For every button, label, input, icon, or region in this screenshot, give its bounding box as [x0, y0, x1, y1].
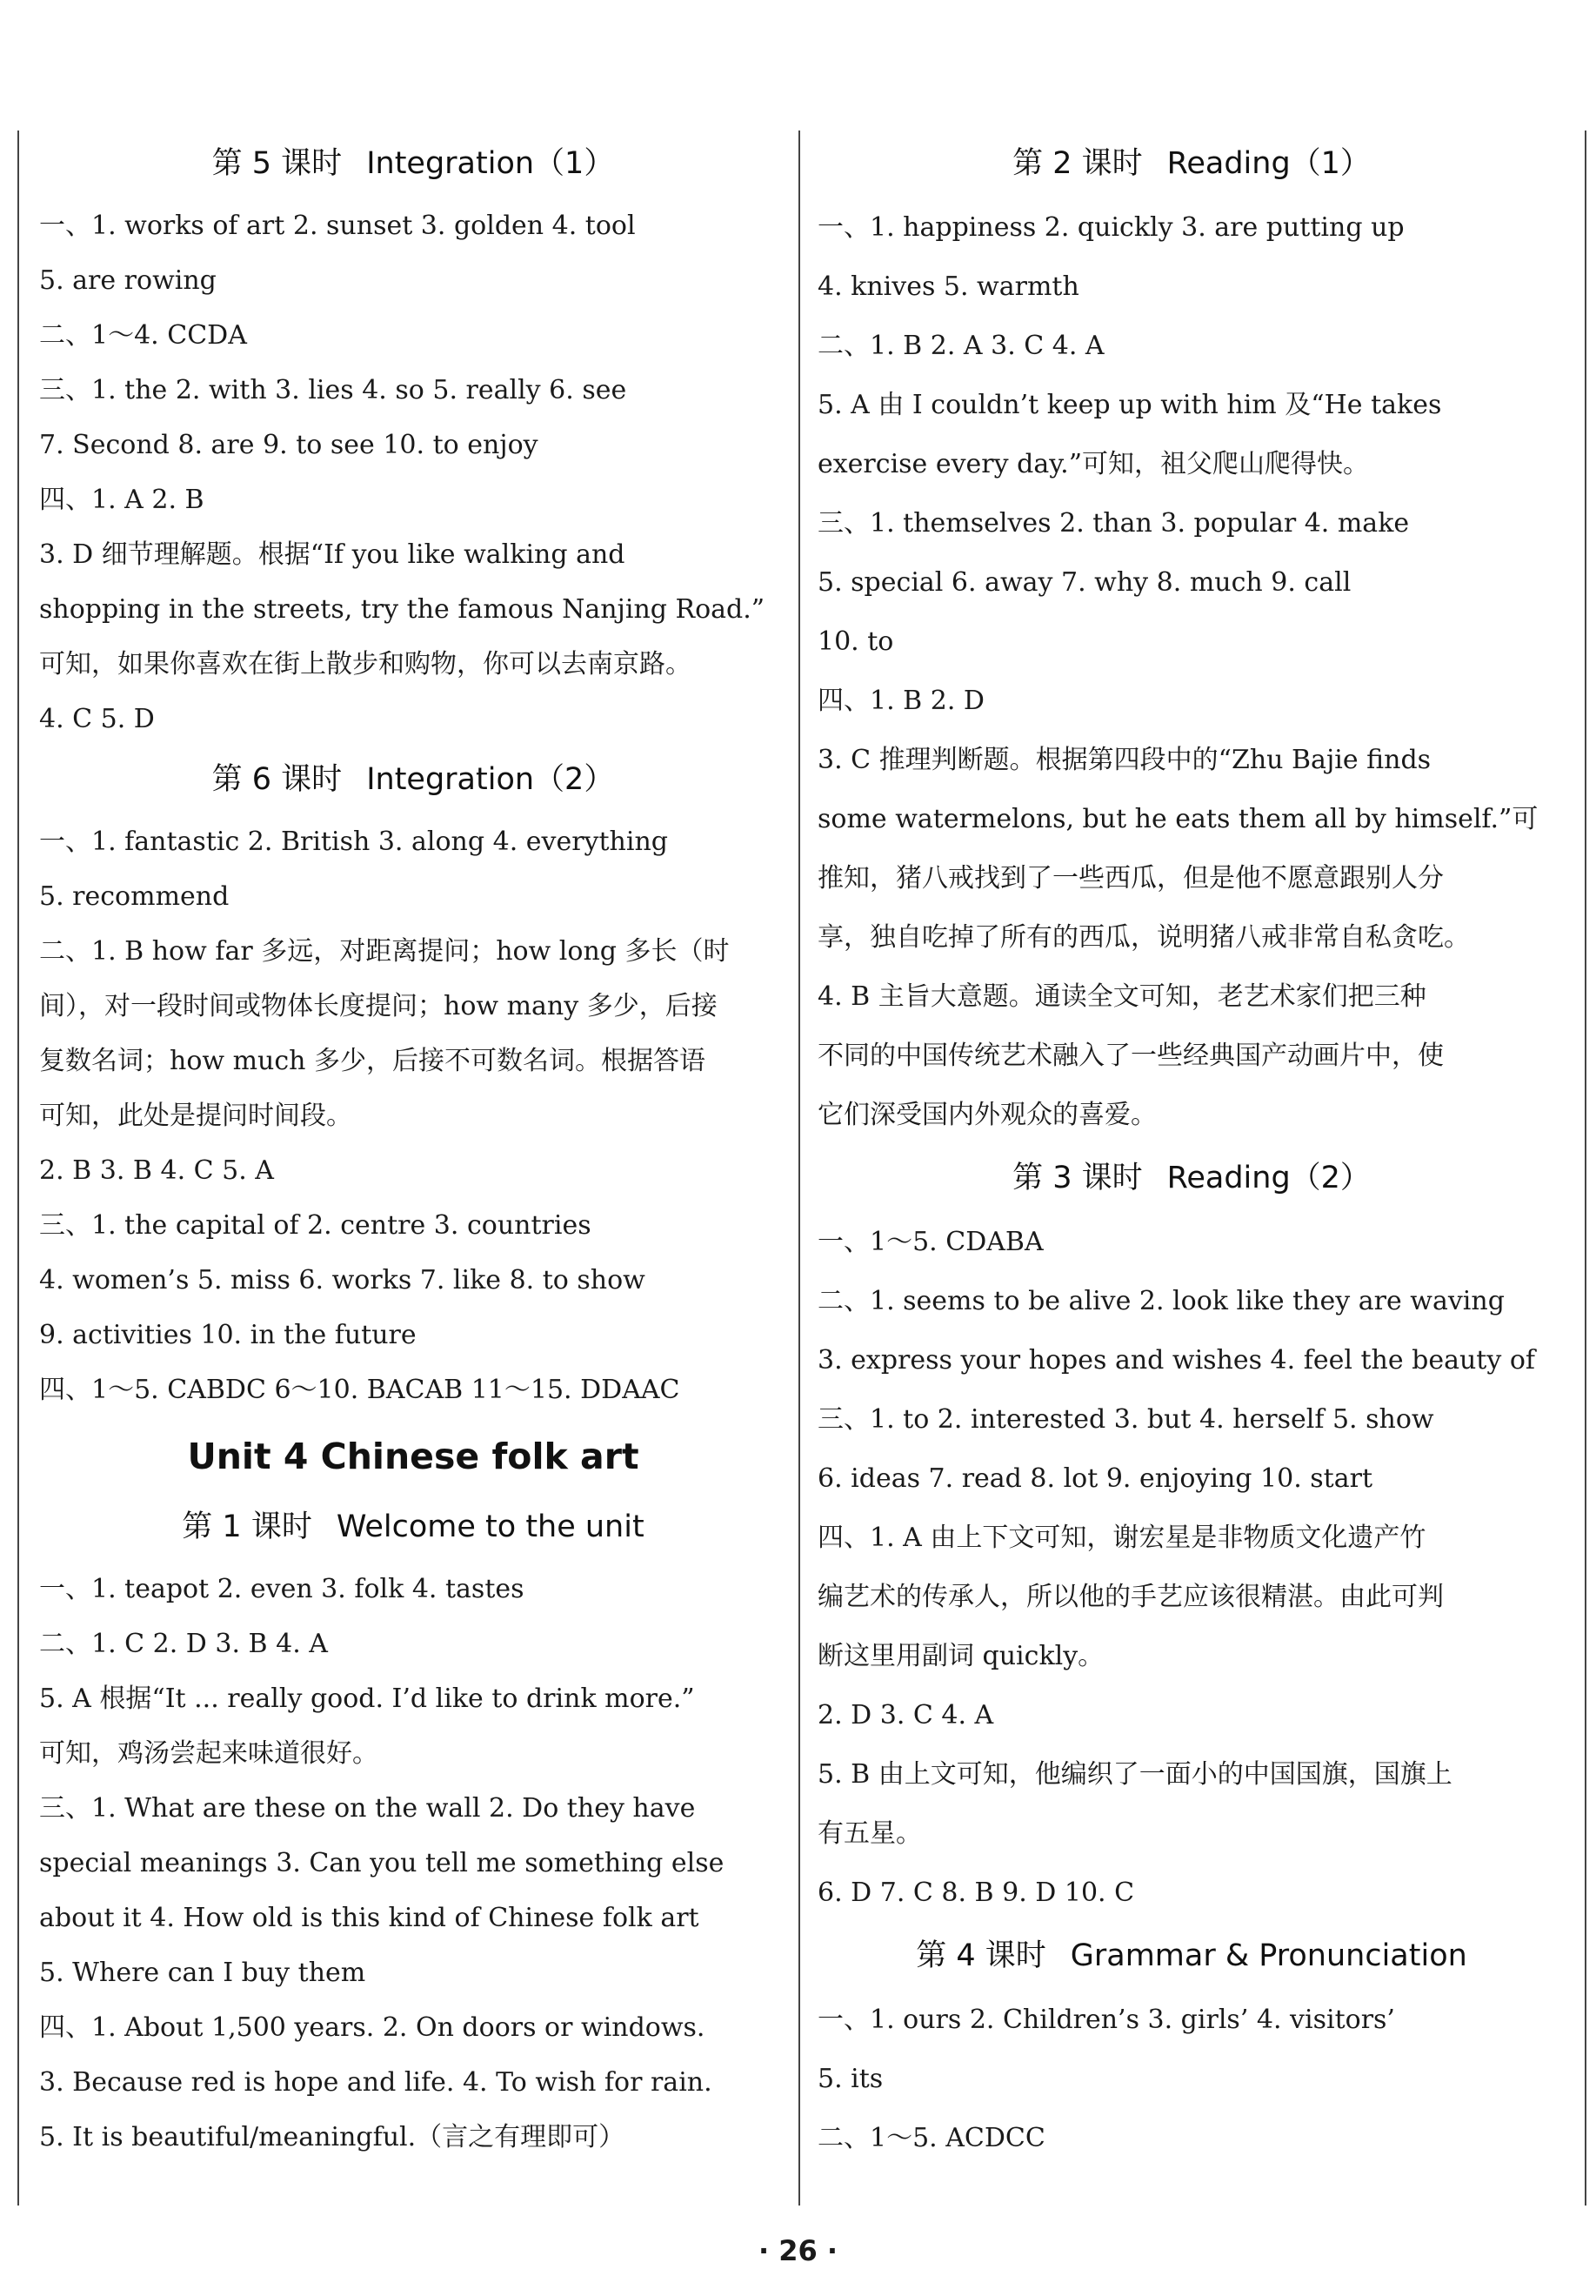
answer-line: 6. ideas 7. read 8. lot 9. enjoying 10. start [818, 1463, 1372, 1494]
answer-line: 5. its [818, 2064, 884, 2094]
page-number: · 26 · [758, 2234, 838, 2267]
answer-line: 二、1～4. CCDA [39, 320, 247, 351]
answer-line: 可知，此处是提问时间段。 [39, 1101, 352, 1131]
answer-line: 二、1. C 2. D 3. B 4. A [39, 1629, 328, 1659]
answer-line: 四、1. About 1,500 years. 2. On doors or windows. [39, 2012, 705, 2043]
lesson-heading [39, 748, 787, 811]
answer-line: 一、1. ours 2. Children’s 3. girls’ 4. visitors’ [818, 2005, 1395, 2035]
unit-title: Unit 4 Chinese folk art [187, 1436, 639, 1477]
answer-line: 二、1. B how far 多远，对距离提问；how long 多长（时 [39, 936, 730, 967]
lesson-heading [818, 1147, 1566, 1209]
lesson-heading [39, 1496, 787, 1558]
answer-line: 二、1～5. ACDCC [818, 2123, 1045, 2153]
answer-line: 7. Second 8. are 9. to see 10. to enjoy [39, 430, 538, 460]
lesson-heading [818, 132, 1566, 195]
answer-line: 9. activities 10. in the future [39, 1320, 417, 1350]
answer-line: 一、1～5. CDABA [818, 1227, 1044, 1257]
answer-line: 有五星。 [818, 1818, 922, 1849]
answer-line: 2. B 3. B 4. C 5. A [39, 1155, 274, 1186]
answer-line: 可知，鸡汤尝起来味道很好。 [39, 1738, 378, 1769]
answer-line: 4. C 5. D [39, 704, 155, 734]
answer-line: 三、1. the 2. with 3. lies 4. so 5. really 6. see [39, 375, 627, 405]
answer-line: 编艺术的传承人，所以他的手艺应该很精湛。由此可判 [818, 1582, 1444, 1612]
answer-line: 4. women’s 5. miss 6. works 7. like 8. to show [39, 1265, 645, 1295]
answer-line: 5. It is beautiful/meaningful.（言之有理即可） [39, 2122, 625, 2152]
answer-line: 二、1. B 2. A 3. C 4. A [818, 331, 1105, 361]
column-divider [798, 131, 800, 2206]
answer-line: 5. B 由上文可知，他编织了一面小的中国国旗，国旗上 [818, 1759, 1452, 1790]
answer-line: 5. are rowing [39, 265, 217, 296]
answer-line: 可知，如果你喜欢在街上散步和购物，你可以去南京路。 [39, 649, 691, 679]
answer-line: 10. to [818, 626, 894, 657]
left-column [39, 131, 787, 2165]
answer-line: 三、1. What are these on the wall 2. Do they have [39, 1793, 696, 1824]
answer-line: 一、1. fantastic 2. British 3. along 4. everything [39, 827, 669, 857]
answer-line: 三、1. the capital of 2. centre 3. countries [39, 1210, 591, 1241]
answer-line: 5. special 6. away 7. why 8. much 9. call [818, 567, 1352, 598]
lesson-number: 第 5 课时 [211, 146, 343, 181]
answer-line: 不同的中国传统艺术融入了一些经典国产动画片中，使 [818, 1041, 1444, 1071]
answer-line: 5. Where can I buy them [39, 1958, 366, 1988]
answer-line: 4. B 主旨大意题。通读全文可知，老艺术家们把三种 [818, 981, 1426, 1012]
right-margin-rule [1585, 131, 1586, 2206]
answer-line: 5. A 由 I couldn’t keep up with him 及“He takes [818, 390, 1442, 420]
answer-line: 四、1. B 2. D [818, 686, 985, 716]
answer-line: 一、1. works of art 2. sunset 3. golden 4. tool [39, 211, 636, 241]
answer-line: 四、1. A 由上下文可知，谢宏星是非物质文化遗产竹 [818, 1523, 1426, 1553]
answer-line: 5. recommend [39, 881, 230, 912]
answer-line: 四、1. A 2. B [39, 485, 204, 515]
lesson-topic: Welcome to the unit [336, 1509, 644, 1544]
lesson-number: 第 6 课时 [211, 762, 343, 797]
answer-line: 间），对一段时间或物体长度提问；how many 多少，后接 [39, 991, 718, 1021]
answer-line: 复数名词；how much 多少，后接不可数名词。根据答语 [39, 1046, 706, 1076]
answer-line: 二、1. seems to be alive 2. look like they are waving [818, 1286, 1505, 1316]
lesson-number: 第 4 课时 [916, 1938, 1046, 1973]
answer-line: 6. D 7. C 8. B 9. D 10. C [818, 1878, 1135, 1908]
answer-line: some watermelons, but he eats them all by himself.”可 [818, 804, 1539, 834]
answer-line: 5. A 根据“It ... really good. I’d like to drink more.” [39, 1684, 695, 1714]
lesson-number: 第 1 课时 [182, 1509, 312, 1544]
answer-line: 2. D 3. C 4. A [818, 1700, 994, 1730]
lesson-number: 第 3 课时 [1012, 1161, 1143, 1195]
left-margin-rule [17, 131, 19, 2206]
lesson-topic: Reading（1） [1166, 146, 1371, 181]
answer-line: 3. D 细节理解题。根据“If you like walking and [39, 539, 625, 570]
answer-line: 一、1. teapot 2. even 3. folk 4. tastes [39, 1574, 524, 1604]
answer-line: 4. knives 5. warmth [818, 271, 1079, 302]
lesson-topic: Integration（2） [366, 762, 615, 797]
answer-line: 享，独自吃掉了所有的西瓜，说明猪八戒非常自私贪吃。 [818, 922, 1470, 953]
lesson-heading [818, 1924, 1566, 1987]
answer-line: 三、1. to 2. interested 3. but 4. herself 5. show [818, 1404, 1434, 1435]
answer-line: 三、1. themselves 2. than 3. popular 4. make [818, 508, 1410, 539]
answer-line: 3. express your hopes and wishes 4. feel the beauty of [818, 1345, 1535, 1376]
answer-line: about it 4. How old is this kind of Chinese folk art [39, 1903, 699, 1933]
answer-line: 推知，猪八戒找到了一些西瓜，但是他不愿意跟别人分 [818, 863, 1444, 894]
right-column [818, 131, 1566, 2168]
lesson-topic: Grammar & Pronunciation [1070, 1938, 1467, 1973]
answer-line: 断这里用副词 quickly。 [818, 1641, 1105, 1671]
answer-line: 3. Because red is hope and life. 4. To wish for rain. [39, 2067, 712, 2098]
answer-line: shopping in the streets, try the famous Nanjing Road.” [39, 594, 765, 625]
answer-line: 它们深受国内外观众的喜爱。 [818, 1100, 1157, 1130]
answer-line: 3. C 推理判断题。根据第四段中的“Zhu Bajie finds [818, 745, 1432, 775]
lesson-topic: Integration（1） [366, 146, 615, 181]
lesson-heading [39, 132, 787, 195]
lesson-topic: Reading（2） [1166, 1161, 1371, 1195]
answer-line: 四、1～5. CABDC 6～10. BACAB 11～15. DDAAC [39, 1375, 680, 1405]
answer-line: exercise every day.”可知，祖父爬山爬得快。 [818, 449, 1370, 479]
lesson-number: 第 2 课时 [1012, 146, 1143, 181]
answer-line: 一、1. happiness 2. quickly 3. are putting up [818, 212, 1405, 243]
answer-line: special meanings 3. Can you tell me something else [39, 1848, 725, 1878]
